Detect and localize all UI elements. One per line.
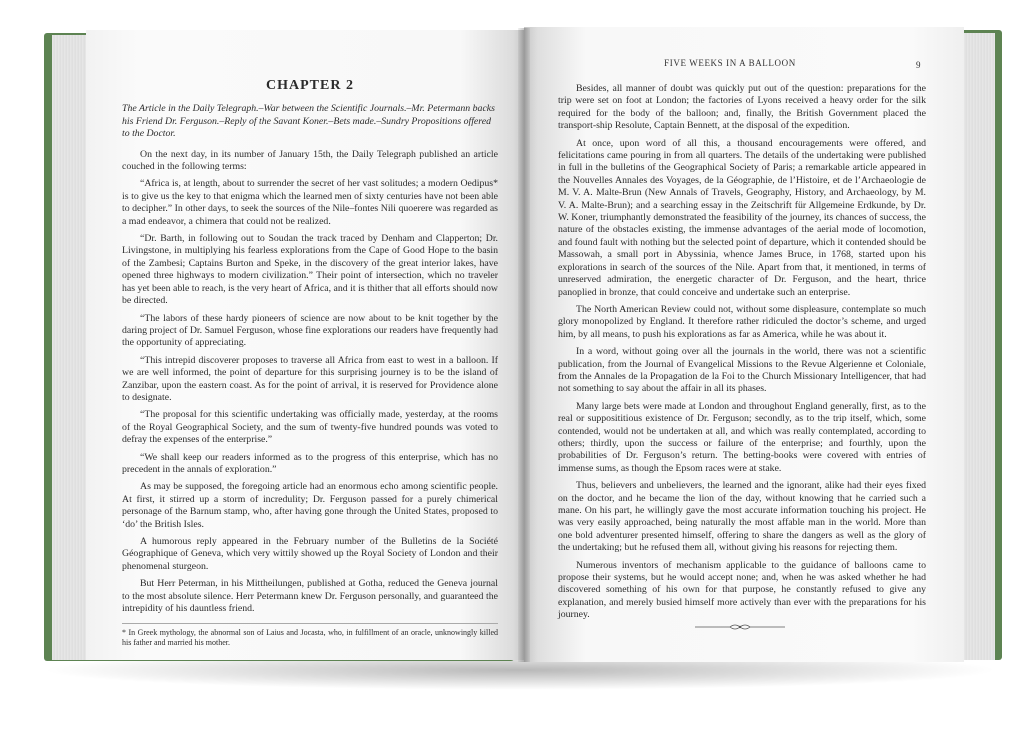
right-page-content bbox=[558, 83, 926, 627]
running-head: FIVE WEEKS IN A BALLOON bbox=[664, 58, 796, 68]
paragraph: As may be supposed, the foregoing article had an enormous echo among scientific people. At first, it stirred up a storm of incredulity; Dr. Ferguson passed for a purely chimerical personage of the Barnum stamp, who, after having gone through the United States, proposed to ‘do’ the British Isles. bbox=[122, 481, 498, 530]
paragraph: A humorous reply appeared in the February number of the Bulletins de la Société Géographique of Geneva, which very wittily showed up the Royal Society of London and their phenomenal sturgeon. bbox=[122, 536, 498, 572]
left-page-content bbox=[122, 80, 498, 653]
chapter-title: CHAPTER 2 bbox=[266, 78, 354, 93]
paragraph: “We shall keep our readers informed as to the progress of this enterprise, which has no precedent in the annals of exploration.” bbox=[122, 451, 498, 475]
paragraph: But Herr Peterman, in his Mittheilungen, published at Gotha, reduced the Geneva journal to the most absolute silence. Herr Petermann knew Dr. Ferguson personally, and guaranteed the intrepidity of his dauntless friend. bbox=[122, 578, 498, 615]
paragraph: Many large bets were made at London and throughout England generally, first, as to the real or supposititious existence of Dr. Ferguson; secondly, as to the trip itself, which, some contended, would not be undertaken at all, and which was really contemplated, according to others; thirdly, upon the success or failure of the enterprise; and fourthly, upon the probabilities of Dr. Ferguson’s return. The betting-books were covered with entries of immense sums, as though the Epsom races were at stake. bbox=[558, 400, 926, 474]
paragraph: “The proposal for this scientific undertaking was officially made, yesterday, at the rooms of the Royal Geographical Society, and the sum of twenty-five hundred pounds was voted to defray the expenses of the enterprise.” bbox=[122, 409, 498, 446]
paragraph: In a word, without going over all the journals in the world, there was not a scientific publication, from the Journal of Evangelical Missions to the Revue Algerienne et Coloniale, from the Annales de la Propagation de la Foi to the Church Missionary Intelligencer, that had not something to say about the affair in all its phases. bbox=[558, 346, 926, 395]
paragraph: “Africa is, at length, about to surrender the secret of her vast solitudes; a modern Oedipus* is to give us the key to that enigma which the learned men of sixty centuries have not been able to decipher.” In other days, to seek the sources of the Nile–fontes Nili quoerere was regarded as a mad endeavor, a chimera that could not be realized. bbox=[122, 178, 498, 227]
paragraph: On the next day, in its number of January 15th, the Daily Telegraph published an article couched in the following terms: bbox=[122, 148, 498, 173]
book-spine bbox=[518, 28, 530, 662]
paragraph: “This intrepid discoverer proposes to traverse all Africa from east to west in a balloon. If we are well informed, the point of departure for this surprising journey is to be the island of Zanzibar, upon the eastern coast. As for the point of arrival, it is reserved for Providence alone to designate. bbox=[122, 354, 498, 403]
chapter-summary: The Article in the Daily Telegraph.–War between the Scientific Journals.–Mr. Petermann backs his Friend Dr. Ferguson.–Reply of the Savant Koner.–Bets made.–Sundry Propositions offered to the Doctor. bbox=[122, 103, 495, 140]
paragraph: “Dr. Barth, in following out to Soudan the track traced by Denham and Clapperton; Dr. Livingstone, in multiplying his fearless explorations from the Cape of Good Hope to the basin of the Zambesi; Captains Burton and Speke, in the discovery of the great interior lakes, have opened three highways to modern civilization.” Their point of intersection, which no traveler has yet been able to reach, is the very heart of Africa, and it is thither that all efforts should now be directed. bbox=[122, 233, 498, 307]
paragraph: Thus, believers and unbelievers, the learned and the ignorant, alike had their eyes fixed on the doctor, and he became the lion of the day, without knowing that he carried such a mane. On his part, he willingly gave the most accurate information touching his project. He was very easily approached, being naturally the most affable man in the world. More than one bold adventurer presented himself, offering to share the dangers as well as the glory of the undertaking; but he refused them all, without giving his reasons for rejecting them. bbox=[558, 480, 926, 554]
paragraph: “The labors of these hardy pioneers of science are now about to be knit together by the daring project of Dr. Samuel Ferguson, whose fine explorations our readers have frequently had the opportunity of appreciating. bbox=[122, 312, 498, 349]
paragraph: At once, upon word of all this, a thousand encouragements were offered, and felicitations came pouring in from all quarters. The details of the undertaking were published in full in the bulletins of the Geographical Society of Paris; a remarkable article appeared in the Nouvelles Annales des Voyages, de la Géographie, de l’Histoire, et de l’Archaeologie de M. V. A. Malte-Brun (New Annals of Travels, Geography, History, and Archaeology, by M. V. A. Malte-Brun); and a searching essay in the Zeitschrift für Allgemeine Erdkunde, by Dr. W. Koner, triumphantly demonstrated the feasibility of the journey, its chances of success, the nature of the obstacles existing, the immense advantages of the aerial mode of locomotion, and found fault with nothing but the selected point of departure, which it contended should be Massowah, a small port in Abyssinia, whence James Bruce, in 1768, started upon his explorations in search of the sources of the Nile. Apart from that, it mentioned, in terms of unreserved admiration, the energetic character of Dr. Ferguson, and the heart, thrice panoplied in bronze, that could conceive and undertake such an enterprise. bbox=[558, 137, 926, 298]
paragraph: The North American Review could not, without some displeasure, contemplate so much glory monopolized by England. It therefore rather ridiculed the doctor’s scheme, and urged him, by all means, to push his explorations as far as America, while he was about it. bbox=[558, 303, 926, 340]
footnote: * In Greek mythology, the abnormal son of Laius and Jocasta, who, in fulfillment of an oracle, unknowingly killed his father and married his mother. bbox=[122, 623, 498, 648]
page-number: 9 bbox=[916, 60, 921, 70]
flourish-ornament-icon bbox=[690, 622, 790, 632]
paragraph: Besides, all manner of doubt was quickly put out of the question: preparations for the trip were set on foot at London; the factories of Lyons received a heavy order for the silk required for the body of the balloon; and, finally, the British Government placed the transport-ship Resolute, Captain Bennett, at the disposal of the expedition. bbox=[558, 83, 926, 132]
paragraph: Numerous inventors of mechanism applicable to the guidance of balloons came to propose their systems, but he would accept none; and, when he was asked whether he had discovered something of his own for that purpose, he constantly refused to give any explanation, and merely busied himself more actively than ever with the preparations for his journey. bbox=[558, 559, 926, 621]
